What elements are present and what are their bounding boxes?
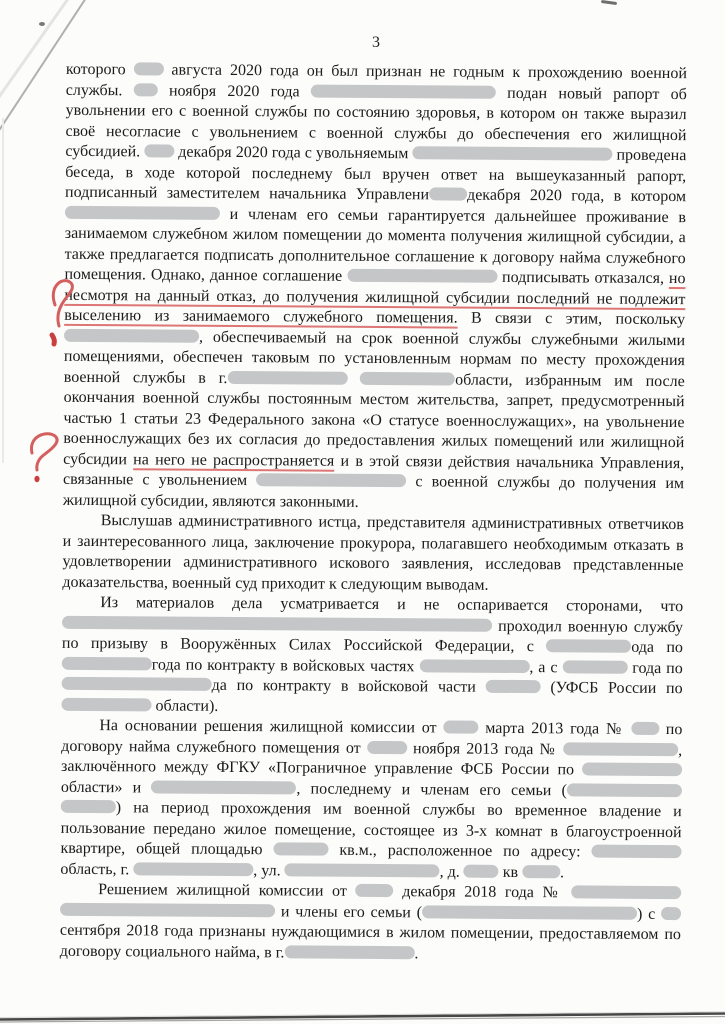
text-run: На основании решения жилищной комиссии от <box>99 717 444 737</box>
redaction-blob <box>144 144 174 157</box>
text-run: августа 2020 года он был признан не годным к прохождению военной службы. <box>65 61 687 99</box>
text-run: , д. <box>439 862 464 881</box>
paragraph <box>63 60 687 515</box>
redaction-blob <box>62 615 492 631</box>
text-run: , последнему и членам его семьи ( <box>296 779 567 799</box>
redaction-blob <box>546 639 631 653</box>
redaction-blob <box>360 371 455 385</box>
redaction-blob <box>65 205 220 219</box>
text-run: и члены его семьи ( <box>275 902 423 921</box>
paragraph <box>61 593 683 720</box>
text-run: декабря 2018 года № <box>393 883 572 902</box>
text-run: декабря 2020 года, в котором <box>467 186 687 206</box>
text-run: кв <box>498 863 523 881</box>
text-run: , обеспечиваемый на срок военной службы служебными жилыми помещениями, обеспечен таковым по установленным нормам по месту прохождения военной службы в г. <box>63 328 686 387</box>
text-run: марта 2013 года № <box>478 719 632 738</box>
redaction-blob <box>227 370 347 384</box>
text-run: сентября 2018 года признаны нуждающимися в жилом помещении, предоставляемом по договору социального найма, в г. <box>59 921 681 961</box>
text-run: ) на период прохождения им военной службы во временное владение и пользование передано жилое помещение, состоящее из 3-х комнат в благоустроенной квартире, общей площадью <box>60 799 682 859</box>
redaction-blob <box>412 146 612 160</box>
redaction-blob <box>571 885 681 899</box>
handwritten-question-mark-icon <box>24 428 64 488</box>
text-run: проходил военную службу по призыву в Вооружённых Силах Российской Федерации, с <box>61 617 684 656</box>
redaction-blob <box>464 864 499 877</box>
text-run: подписывать отказался, <box>497 268 669 288</box>
redaction-blob <box>256 473 406 487</box>
text-run: года по контракту в войсковых частях <box>151 655 420 675</box>
text-run <box>347 370 360 387</box>
text-run: , ул. <box>253 861 285 879</box>
paragraph <box>60 716 682 884</box>
text-run: (УФСБ России по <box>540 679 683 698</box>
redaction-blob <box>631 722 659 735</box>
text-run: ноября 2020 года <box>157 81 311 101</box>
redaction-blob <box>133 862 253 876</box>
red-underlined-text: но несмотря на данный отказ, до получения жилищной субсидии последний не подлежит выселению из занимаемого служебного помещения. <box>64 270 686 327</box>
text-run: которого <box>65 60 134 79</box>
text-run: да по контракту в войсковой части <box>211 676 486 696</box>
page-number: 3 <box>372 34 380 51</box>
text-run: . <box>414 944 419 962</box>
redaction-blob <box>486 680 541 693</box>
text-run: подан новый рапорт об увольнении его с военной службы по состоянию здоровья, в котором он также выразил своё несогласие с увольнением с военной службы до обеспечения его жилищной субсидией. <box>65 84 687 161</box>
text-run: проведена беседа, в ходе которой последнему был вручен ответ на вышеуказанный рапорт, подписанный заместителем начальника Управлени <box>65 146 687 204</box>
redaction-blob <box>367 740 407 753</box>
scan-artifact-top-right-mark <box>601 0 617 5</box>
text-run: ) с <box>636 905 662 923</box>
text-run: ноября 2013 года № <box>406 739 564 758</box>
text-run: и членам его семьи гарантируется дальнейшее проживание в занимаемом служебном жилом помещении до момента получения жилищной субсидии, а также предлагается подписать дополнительное соглашение к договору найма служебного помещения. Однако, данное соглашение <box>64 205 686 285</box>
text-run: Решением жилищной комиссии от <box>98 881 356 900</box>
text-run: области» и <box>60 778 152 796</box>
redaction-blob <box>61 800 116 813</box>
text-run: ода по <box>631 638 683 657</box>
text-run: по договору найма служебного помещения от <box>61 720 683 757</box>
redaction-blob <box>284 945 414 959</box>
redaction-blob <box>591 845 681 859</box>
redaction-blob <box>429 187 467 200</box>
redaction-blob <box>419 659 529 673</box>
paragraph <box>60 880 682 966</box>
text-run: области, избранным им после окончания военной службы постоянным местом жительства, запрет, предусмотренный частью 1 статьи 23 Федерального закона «О статусе военнослужащих», на увольнение военнослужащих без их согласия до предоставления жилых помещений или жилищной субсидии <box>63 371 685 468</box>
red-underlined-text: на него не распространяется <box>133 450 335 470</box>
redaction-blob <box>661 907 681 920</box>
redaction-blob <box>443 720 478 733</box>
redaction-blob <box>356 884 394 897</box>
text-run: , а с <box>529 658 563 676</box>
redaction-blob <box>273 842 328 855</box>
text-run: , заключённого между ФГКУ «Пограничное управление ФСБ России по <box>61 741 683 779</box>
redaction-blob <box>522 865 560 878</box>
scan-artifact-left-edge <box>2 118 4 463</box>
text-run: Выслушав административного истца, представителя административных ответчиков и заинтересованного лица, заключение прокурора, полагавшего необходимым отказать в удовлетворении административного искового заявления, исследовав представленные доказательства, военный суд приходит к следующим выводам. <box>62 512 684 594</box>
text-run: область, г. <box>60 860 134 878</box>
text-run: и в этой связи действия начальника Управления, связанные с увольнением <box>63 452 685 490</box>
redaction-blob <box>563 742 678 756</box>
text-run: с военной службы до получения им жилищной субсидии, являются законными. <box>62 473 685 511</box>
redaction-blob <box>62 656 152 670</box>
redaction-blob <box>61 697 151 711</box>
text-run: Из материалов дела усматривается и не оспаривается сторонами, что <box>100 594 684 616</box>
redaction-blob <box>562 660 627 673</box>
document-text <box>60 60 687 966</box>
text-run: области). <box>151 696 219 715</box>
redaction-blob <box>60 902 275 917</box>
redaction-blob <box>62 677 212 691</box>
text-run: . <box>560 863 565 881</box>
scan-artifact-bottom-edge <box>0 1008 725 1024</box>
redaction-blob <box>311 84 496 98</box>
redaction-blob <box>151 780 296 794</box>
paragraph <box>62 511 684 597</box>
text-run: кв.м., расположенное по адресу: <box>328 841 592 861</box>
redaction-blob <box>64 328 199 342</box>
redaction-blob <box>567 783 682 797</box>
redaction-blob <box>134 83 158 96</box>
text-run: декабря 2020 года с увольняемым <box>174 143 413 163</box>
redaction-blob <box>134 62 164 75</box>
redaction-blob <box>582 762 682 776</box>
redaction-blob <box>422 905 637 920</box>
text-run: В связи с этим, поскольку <box>457 309 686 329</box>
text-run: года по <box>627 659 683 677</box>
redaction-blob <box>347 269 497 283</box>
redaction-blob <box>285 863 440 877</box>
